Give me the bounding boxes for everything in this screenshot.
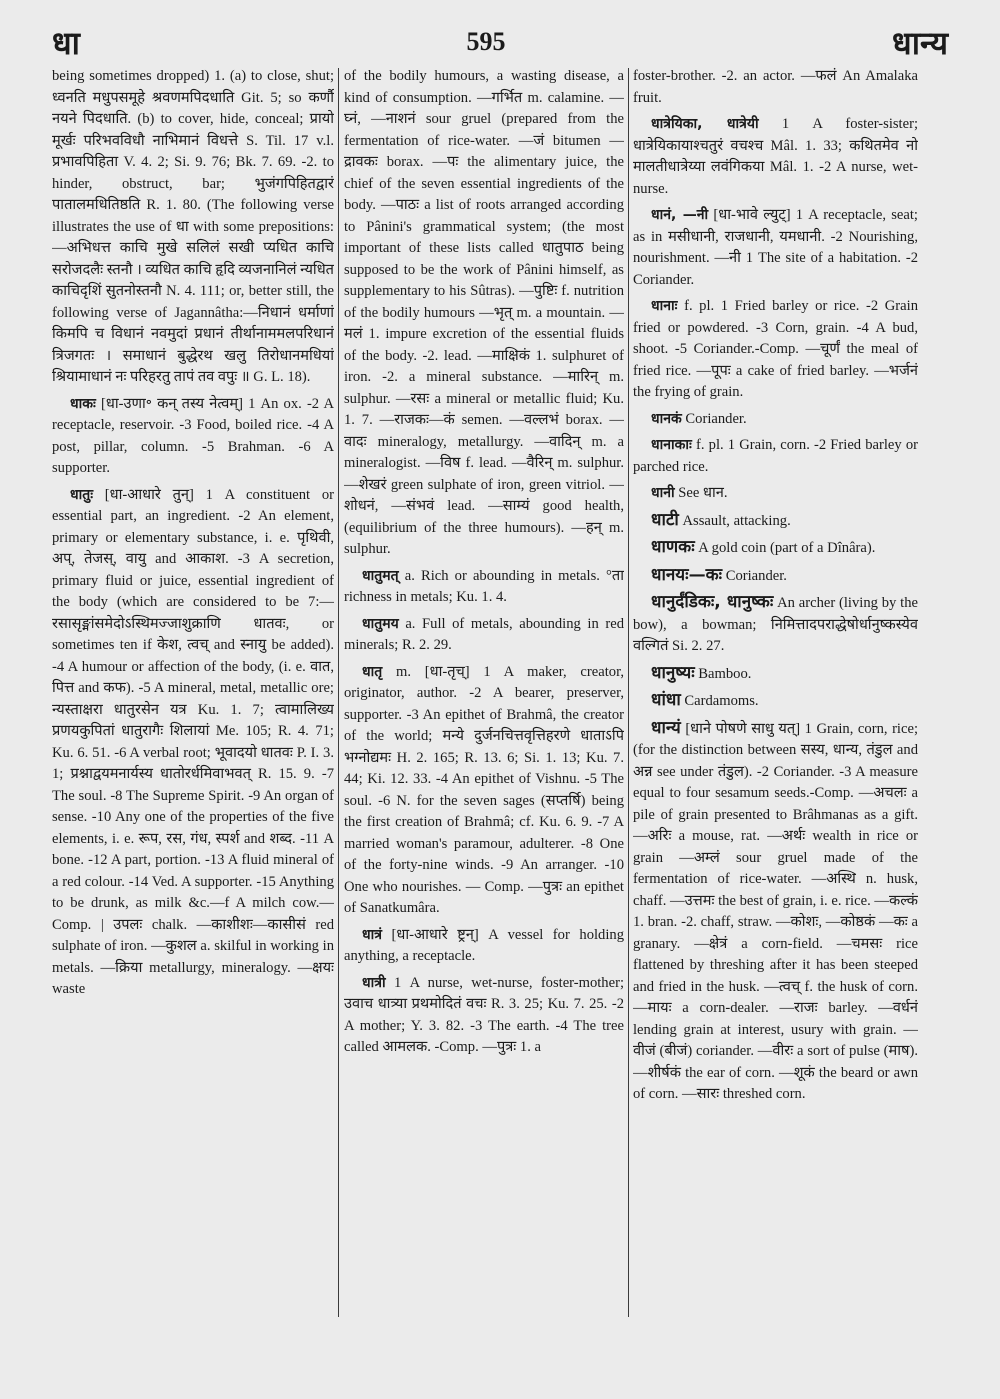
headword: धानाः	[651, 298, 678, 314]
entry-continuation: of the bodily humours, a wasting disease, a kind of consumption. —गर्भित m. calamine. —घ्नं, —नाशनं sour gruel (prepared from the fermentation of rice-water. —जं bitumen —द्रावकः borax. —पः the alimentary juice, the chief of the seven essential ingredients of the body. —पाठः a list of roots arranged according to Pânini's grammatical system; (the most important of these lists called धातुपाठ being supposed to be the work of Pânini himself, as supplementary to his Sûtras). —पुष्टिः f. nutrition of the bodily humours —भृत् m. a mountain. —मलं 1. impure excretion of the essential fluids of the body. -2. lead. —माक्षिकं 1. sulphuret of iron. -2. a mineral substance. —मारिन् m. sulphur. —रसः a mineral or metallic fluid; Ku. 1. 7. —राजकः—कं semen. —वल्लभं borax. —वादः mineralogy, metallurgy. —वादिन् m. a mineralogist. —विष f. lead. —वैरिन् m. sulphur. —शेखरं green sulphate of iron, green vitriol. —शोधनं, —संभवं lead. —साम्यं good health, (equilibrium of the three humours). —हन् m. sulphur.	[344, 68, 624, 557]
definition: Assault, attacking.	[682, 512, 791, 529]
column-divider-1	[338, 68, 339, 1317]
entry-dhatu	[52, 485, 334, 1001]
headword: धानयः—कः	[651, 564, 723, 585]
entry-dhanushya	[633, 663, 918, 686]
entry-dhana	[633, 205, 918, 291]
definition: See धान.	[678, 485, 728, 501]
column-2	[344, 66, 624, 1319]
headword: धानाकाः	[651, 437, 692, 453]
headword: धातुमत्	[362, 567, 399, 584]
entry-dhanah	[633, 296, 918, 404]
entry-dhanushka	[633, 592, 918, 658]
headword: धानकं	[651, 410, 682, 427]
headword: धानुर्दंडिकः, धानुष्कः	[651, 592, 774, 612]
entry-dhanaka	[633, 435, 918, 478]
definition: Bamboo.	[698, 665, 752, 682]
headword: धात्री	[362, 974, 386, 991]
entry-dhatreyika	[633, 114, 918, 200]
definition: 1 A nurse, wet-nurse, foster-mother; उवाच धात्र्या प्रथमोदितं वचः R. 3. 25; Ku. 7. 25. -2 A mother; Y. 3. 82. -3 The earth. -4 The tree called आमलक. -Comp. —पुत्रः 1. a	[344, 974, 624, 1055]
definition: m. [धा-तृच्] 1 A maker, creator, originator, author. -2 A bearer, preserver, supporter. -3 An epithet of Brahmâ, the creator of the world; मन्ये दुर्जनचित्तवृत्तिहरणे धाताऽपि भग्नोद्यमः H. 2. 165; R. 13. 6; Si. 1. 13; Ku. 7. 44; Ki. 12. 33. -4 An epithet of Vishnu. -5 The soul. -6 N. for the seven sages (सप्तर्षि) being the first creation of Brahmâ; cf. Ku. 6. 9. -7 A married woman's paramour, adulterer. -8 One of the forty-nine winds. -9 An arranger. -10 One who nourishes. — Comp. —पुत्रः an epithet of Sanatkumâra.	[344, 663, 624, 916]
entry-continuation: being sometimes dropped) 1. (a) to close, shut; ध्वनति मधुपसमूहे श्रवणमपिदधाति Git. 5; so कर्णौ नयने पिदधाति. (b) to cover, hide, conceal; प्रायो मूर्खः परिभवविधौ नाभिमानं विधत्ते S. Til. 17 v.l. प्रभावपिहिता V. 4. 2; Si. 9. 76; Bk. 7. 69. -2. to hinder, obstruct, bar; भुजंगपिहितद्वारं पातालमधितिष्ठति R. 1. 80. (The following verse illustrates the use of धा with some prepositions:—अभिधत्त काचि मुखे सलिलं सखी प्यधित काचि सरोजदलैः स्तनौ । व्यधित काचि हृदि व्यजनानिलं न्यधित काचिदृशिं सुतनोस्तनौ N. 4. 111; or, better still, the following verse of Jagannâtha:—निधानं धर्माणां किमपि च विधानं नवमुदां प्रधानं तीर्थानाममलपरिधानं त्रिजगतः । समाधानं बुद्धेरथ खलु तिरोधानमधियां श्रियामाधानं नः परिहरतु तापं तव वपुः ॥ G. L. 18).	[52, 68, 334, 385]
entry-dhanakam	[633, 409, 918, 431]
entry-dhatram	[344, 925, 624, 968]
definition: 1 A foster-sister; धात्रेयिकायाश्चतुरं वचश्च Mâl. 1. 33; कथितमेव नो मालतीधात्रेय्या लवंगिकया Mâl. 1. -2 A nurse, wet-nurse.	[633, 116, 918, 197]
definition: [धा-भावे ल्युट्] 1 A receptacle, seat; as in मसीधानी, राजधानी, यमधानी. -2 Nourishing, nourishment. —नी 1 The site of a habitation. -2 Coriander.	[633, 207, 918, 288]
definition: a. Rich or abounding in metals. °ता richness in metals; Ku. 1. 4.	[344, 567, 624, 605]
column-3	[633, 66, 918, 1319]
page-header	[52, 20, 948, 64]
entry-dhanaka2	[633, 537, 918, 560]
entry-dhatumaya	[344, 614, 624, 657]
headword: धाणकः	[651, 537, 695, 557]
entry-dhaka	[52, 394, 334, 480]
right-headword: धान्य	[892, 23, 948, 62]
entry-dhati	[633, 510, 918, 533]
left-headword: धा	[52, 23, 80, 62]
definition: a. Full of metals, abounding in red minerals; R. 2. 29.	[344, 615, 624, 653]
headword: धाटी	[651, 509, 679, 530]
definition: An archer (living by the bow), a bowman; निमित्तादपराद्धेषोर्धानुष्कस्येव वल्गितं Si. 2. 27.	[633, 595, 918, 654]
headword: धांधा	[651, 690, 681, 710]
definition: Cardamoms.	[684, 693, 759, 709]
headword: धानी	[651, 485, 675, 501]
headword: धात्रेयिका, धात्रेयी	[651, 116, 759, 132]
headword: धाकः	[70, 395, 96, 412]
headword: धात्रं	[362, 926, 382, 943]
column-1	[52, 66, 334, 1319]
definition: f. pl. 1 Fried barley or rice. -2 Grain fried or powdered. -3 Corn, grain. -4 A bud, shoot. -5 Coriander.-Comp. —चूर्णं the meal of fried rice. —पूपः a cake of fried barley. —भर्जनं the frying of grain.	[633, 298, 918, 400]
entry-dhatr	[344, 662, 624, 920]
entry-continuation: foster-brother. -2. an actor. —फलं An Amalaka fruit.	[633, 68, 918, 106]
headword: धानं, —नी	[651, 207, 709, 223]
headword: धातृ	[362, 663, 383, 680]
definition: A gold coin (part of a Dînâra).	[698, 540, 876, 556]
entry-dhanaya	[633, 565, 918, 588]
headword: धातुः	[70, 486, 94, 503]
entry-dhandha	[633, 690, 918, 713]
definition: [धा-आधारे तुन्] 1 A constituent or essential part, an ingredient. -2 An element, primary or elementary substance, i. e. पृथिवी, अप्, तेजस्, वायु and आकाश. -3 A secretion, primary fluid or juice, essential ingredient of the body (which are considered to be 7:—रसासृङ्मांसमेदोऽस्थिमज्जाशुक्राणि धातवः, or sometimes ten if केश, त्वच् and स्नायु be added). -4 A humour or affection of the body, (i. e. वात, पित्त and कफ). -5 A mineral, metal, metallic ore; न्यस्ताक्षरा धातुरसेन यत्र Ku. 1. 7; त्वामालिख्य प्रणयकुपितां धातुरागैः शिलायां Me. 105; R. 4. 71; Ku. 6. 51. -6 A verbal root; भूवादयो धातवः P. I. 3. 1; प्रश्नाद्वयमनार्यस्य धातोरर्धमिवाभवत् R. 15. 9. -7 The soul. -8 The Supreme Spirit. -9 An organ of sense. -10 Any one of the properties of the five elements, i. e. रूप, रस, गंध, स्पर्श and शब्द. -11 A bone. -12 A part, portion. -13 A fluid mineral of a red colour. -14 Ved. A supporter. -15 Anything to be drunk, as milk &c.—f A milch cow.—Comp. | उपलः chalk. —काशीशः—कासीसं red sulphate of iron. —कुशल a. skilful in working in metals. —क्रिया metallurgy, mineralogy. —क्षयः waste	[52, 486, 334, 997]
definition: [धाने पोषणे साधु यत्] 1 Grain, corn, rice; (for the distinction between सस्य, धान्य, तंडुल and अन्न see under तंडुल). -2 Coriander. -3 A measure equal to four sesamum seeds.-Comp. —अचलः a pile of grain presented to Brâhmanas as a gift. —अरिः a mouse, rat. —अर्थः wealth in rice or grain —अम्लं sour gruel made of the fermentation of rice-water. —अस्थि n. husk, chaff. —उत्तमः the best of grain, i. e. rice. —कल्कं 1. bran. -2. chaff, straw. —कोशः, —कोष्ठकं —कः a granary. —क्षेत्रं a corn-field. —चमसः rice flattened by threshing after it has been steeped and fried in the husk. —त्वच् f. the husk of corn. —मायः a corn-dealer. —राजः barley. —वर्धनं lending grain at interest, usury with grain. —वीजं (बीजं) coriander. —वीरः a sort of pulse (माष). —शीर्षकं the ear of corn. —शूकं the beard or awn of corn. —सारः threshed corn.	[633, 720, 918, 1102]
page-number: 595	[466, 27, 506, 56]
headword: धान्यं	[651, 717, 681, 738]
entry-dhatumat	[344, 566, 624, 609]
definition: Coriander.	[685, 410, 747, 427]
definition: f. pl. 1 Grain, corn. -2 Fried barley or parched rice.	[633, 437, 918, 475]
entry-dhatri	[344, 973, 624, 1059]
headword: धातुमय	[362, 615, 399, 632]
headword: धानुष्यः	[651, 662, 695, 683]
entry-dhani	[633, 483, 918, 505]
definition: Coriander.	[725, 567, 787, 584]
column-divider-2	[628, 68, 629, 1317]
entry-dhanya	[633, 718, 918, 1106]
definition: [धा-उणा॰ कन् तस्य नेत्वम्] 1 An ox. -2 A receptacle, reservoir. -3 Food, boiled rice. -4 A post, pillar, column. -5 Brahman. -6 A supporter.	[52, 395, 334, 476]
definition: [धा-आधारे ष्ट्रन्] A vessel for holding anything, a receptacle.	[344, 926, 624, 964]
